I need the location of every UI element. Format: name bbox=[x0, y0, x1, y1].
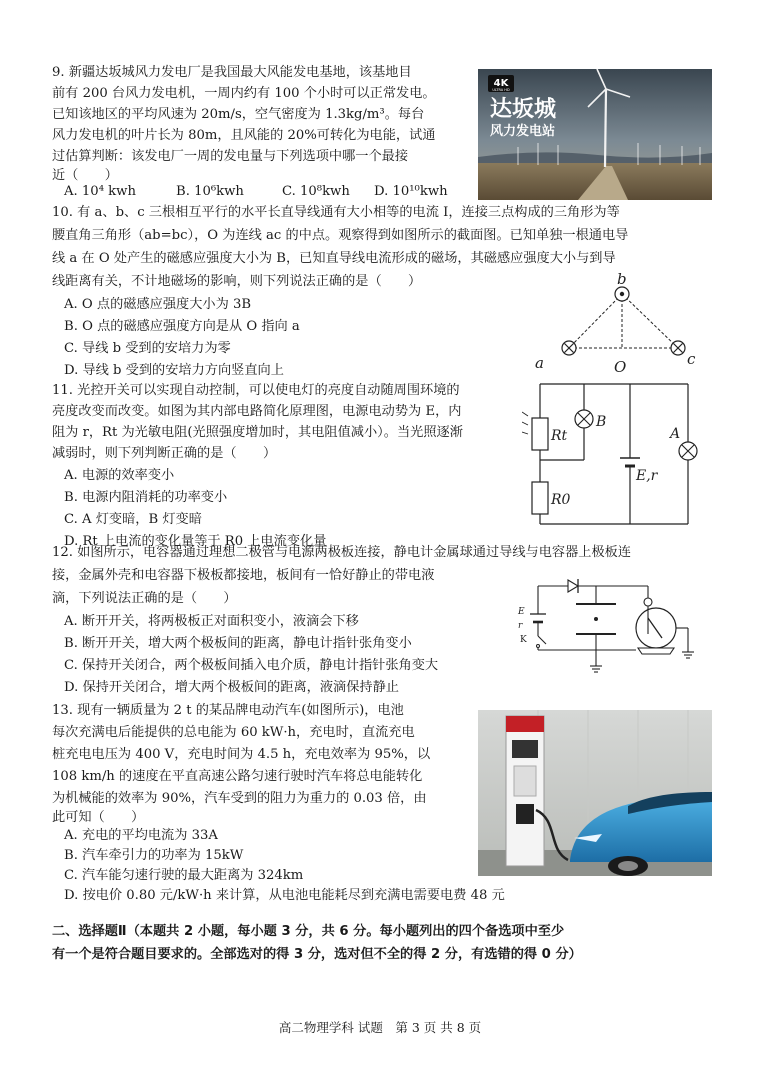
photo-badge: 4K bbox=[493, 78, 509, 89]
resistor-rt-icon bbox=[532, 418, 548, 450]
q13-line: 13. 现有一辆质量为 2 t 的某品牌电动汽车(如图所示)，电池 bbox=[52, 703, 404, 718]
q10-option-a: A. O 点的磁感应强度大小为 3B bbox=[64, 297, 252, 312]
label-r: r bbox=[518, 621, 523, 631]
q13-line: 为机械能的效率为 90%，汽车受到的阻力为重力的 0.03 倍，由 bbox=[52, 791, 427, 806]
battery-icon bbox=[530, 614, 546, 622]
q11-line: 阻为 r，Rt 为光敏电阻(光照强度增加时，其电阻值减小）。当光照逐渐 bbox=[52, 425, 463, 440]
diode-icon bbox=[568, 579, 578, 593]
q11-line: 亮度改变而改变。如图为其内部电路简化原理图，电源电动势为 E，内 bbox=[52, 404, 462, 419]
q11-line: 11. 光控开关可以实现自动控制，可以使电灯的亮度自动随周围环境的 bbox=[52, 383, 460, 398]
photo-subtitle: 风力发电站 bbox=[490, 124, 556, 139]
label-a-lamp: A bbox=[670, 426, 681, 442]
q9-line: 9. 新疆达坂城风力发电厂是我国最大风能发电基地，该基地目 bbox=[52, 65, 412, 80]
q11-option-d: D. Rt 上电流的变化量等于 R0 上电流变化量 bbox=[64, 534, 327, 549]
ground-icon bbox=[590, 666, 602, 672]
label-c: c bbox=[687, 350, 696, 368]
q12-capacitor-figure bbox=[516, 574, 712, 674]
wire-c-icon bbox=[671, 341, 685, 355]
capacitor-plates-icon bbox=[576, 604, 616, 634]
switch-icon bbox=[537, 636, 547, 648]
q11-option-a: A. 电源的效率变小 bbox=[64, 468, 175, 483]
q10-option-b: B. O 点的磁感应强度方向是从 O 指向 a bbox=[64, 319, 300, 334]
q10-line: 腰直角三角形（ab=bc），O 为连线 ac 的中点。观察得到如图所示的截面图。已知单独一根通电导 bbox=[52, 228, 629, 243]
q11-circuit-figure bbox=[522, 378, 708, 530]
q13-line: 此可知（ ） bbox=[52, 810, 145, 825]
q12-option-d: D. 保持开关闭合，增大两个极板间的距离，液滴保持静止 bbox=[64, 680, 399, 695]
q10-line: 线 a 在 O 处产生的磁感应强度大小为 B，已知直导线电流形成的磁场，其磁感应强度大小与到导 bbox=[52, 251, 616, 266]
label-o: O bbox=[614, 358, 627, 376]
q12-option-c: C. 保持开关闭合，两个极板间插入电介质，静电计指针张角变大 bbox=[64, 658, 439, 673]
q12-option-b: B. 断开开关，增大两个极板间的距离，静电计指针张角变小 bbox=[64, 636, 412, 651]
electrometer-icon bbox=[636, 598, 694, 658]
lamp-a-icon bbox=[679, 442, 697, 460]
resistor-r0-icon bbox=[532, 482, 548, 514]
q13-option-c: C. 汽车能匀速行驶的最大距离为 324km bbox=[64, 868, 304, 883]
q9-line: 前有 200 台风力发电机，一周内约有 100 个小时可以正常发电。 bbox=[52, 86, 436, 101]
q13-option-b: B. 汽车牵引力的功率为 15kW bbox=[64, 848, 244, 863]
q13-line: 108 km/h 的速度在平直高速公路匀速行驶时汽车将总电能转化 bbox=[52, 769, 423, 784]
electric-car-photo bbox=[478, 710, 712, 876]
q10-option-d: D. 导线 b 受到的安培力方向竖直向上 bbox=[64, 363, 284, 378]
label-r0: R0 bbox=[551, 492, 571, 508]
label-rt: Rt bbox=[551, 428, 568, 444]
q9-line: 过估算判断：该发电厂一周的发电量与下列选项中哪一个最接 bbox=[52, 149, 409, 164]
wire-a-icon bbox=[562, 341, 576, 355]
q9-line: 风力发电机的叶片长为 80m，且风能的 20%可转化为电能，试通 bbox=[52, 128, 436, 143]
q11-line: 减弱时，则下列判断正确的是（ ） bbox=[52, 446, 277, 461]
label-a: a bbox=[535, 354, 544, 372]
q12-option-a: A. 断开开关，将两极板正对面积变小，液滴会下移 bbox=[64, 614, 359, 629]
label-b: b bbox=[617, 270, 627, 288]
q9-line: 近（ ） bbox=[52, 168, 118, 183]
q13-option-d: D. 按电价 0.80 元/kW·h 来计算，从电池电能耗尽到充满电需要电费 48 元 bbox=[64, 888, 505, 903]
section2-heading: 二、选择题Ⅱ（本题共 2 小题，每小题 3 分，共 6 分。每小题列出的四个备选项中至少 bbox=[52, 924, 565, 939]
q10-wire-figure bbox=[525, 268, 705, 380]
battery-icon bbox=[620, 458, 640, 466]
q9-line: 已知该地区的平均风速为 20m/s，空气密度为 1.3kg/m³。每台 bbox=[52, 107, 425, 122]
q13-line: 桩充电电压为 400 V，充电时间为 4.5 h，充电效率为 95%，以 bbox=[52, 747, 431, 762]
q10-line: 线距离有关，不计地磁场的影响，则下列说法正确的是（ ） bbox=[52, 274, 422, 289]
q13-option-a: A. 充电的平均电流为 33A bbox=[64, 828, 218, 843]
label-er: E,r bbox=[636, 468, 658, 484]
label-b-lamp: B bbox=[596, 414, 607, 430]
q11-option-b: B. 电源内阻消耗的功率变小 bbox=[64, 490, 228, 505]
q9-option-c: C. 10⁸kwh bbox=[282, 184, 350, 199]
q9-option-d: D. 10¹⁰kwh bbox=[374, 184, 448, 199]
q11-option-c: C. A 灯变暗，B 灯变暗 bbox=[64, 512, 202, 527]
q9-option-b: B. 10⁶kwh bbox=[176, 184, 244, 199]
label-k: K bbox=[520, 635, 527, 645]
q13-line: 每次充满电后能提供的总电能为 60 kW·h，充电时，直流充电 bbox=[52, 725, 415, 740]
q12-line: 接，金属外壳和电容器下极板都接地，板间有一恰好静止的带电液 bbox=[52, 568, 435, 583]
lamp-b-icon bbox=[575, 410, 593, 428]
section2-heading-cont: 有一个是符合题目要求的。全部选对的得 3 分，选对但不全的得 2 分，有选错的得 0 分） bbox=[52, 947, 582, 962]
q10-line: 10. 有 a、b、c 三根相互平行的水平长直导线通有大小相等的电流 I，连接三点构成的三角形为等 bbox=[52, 205, 620, 220]
q9-option-a: A. 10⁴ kwh bbox=[64, 184, 136, 199]
photo-badge-sub: ULTRA HD bbox=[492, 88, 510, 92]
q10-option-c: C. 导线 b 受到的安培力为零 bbox=[64, 341, 231, 356]
q12-line: 滴，下列说法正确的是（ ） bbox=[52, 591, 237, 606]
q12-line: 12. 如图所示，电容器通过理想二极管与电源两极板连接，静电计金属球通过导线与电容器上极板连 bbox=[52, 545, 632, 560]
page-footer: 高二物理学科 试题 第 3 页 共 8 页 bbox=[278, 1020, 482, 1035]
wire-b-icon bbox=[615, 287, 629, 301]
label-e: E bbox=[518, 607, 525, 617]
photo-title: 达坂城 bbox=[490, 97, 557, 122]
wind-farm-photo bbox=[478, 69, 712, 200]
